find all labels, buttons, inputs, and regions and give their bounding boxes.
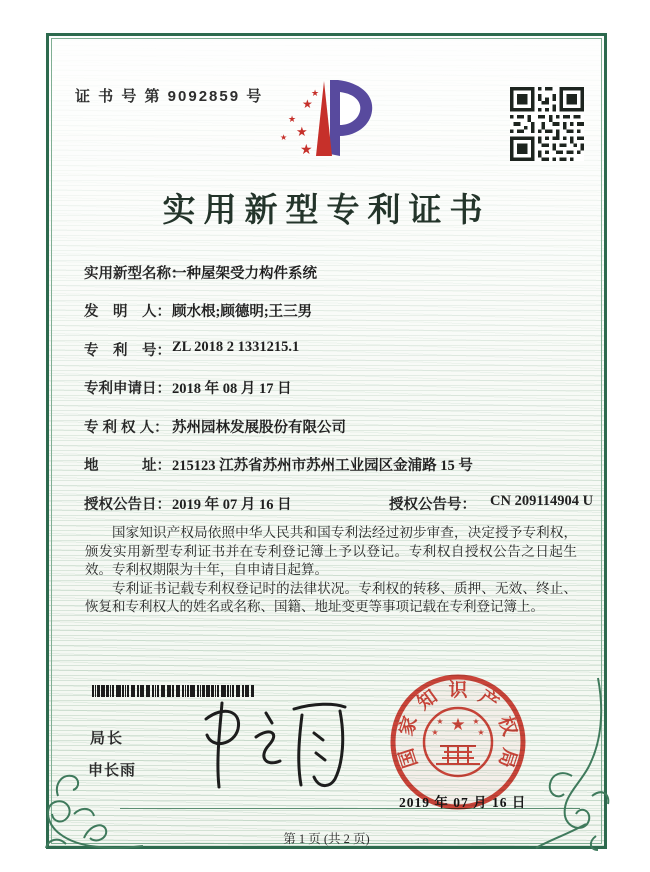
- seal-char: 产: [474, 686, 503, 715]
- field-label: 专 利 权 人：: [84, 420, 169, 436]
- field-value: 苏州园林发展股份有限公司: [172, 420, 346, 436]
- legal-text-block: [85, 524, 577, 617]
- svg-text:★: ★: [288, 114, 297, 124]
- field-value: 215123 江苏省苏州市苏州工业园区金浦路 15 号: [172, 458, 473, 474]
- legal-paragraph-2: 专利证书记载专利权登记时的法律状况。专利权的转移、质押、无效、终止、恢复和专利权人的姓名或名称、国籍、地址变更等事项记载在专利登记簿上。: [85, 580, 577, 615]
- field-label: 实用新型名称：: [84, 266, 186, 282]
- grant-pub-no-value: CN 209114904 U: [490, 493, 594, 509]
- field-value: ZL 2018 2 1331215.1: [172, 339, 300, 355]
- field-row-name: [84, 262, 317, 283]
- seal-char: 知: [413, 686, 442, 715]
- field-value: 2018 年 08 月 17 日: [172, 381, 292, 397]
- field-row-inventors: [84, 300, 313, 321]
- commissioner-signature: [196, 693, 348, 795]
- field-value: 2019 年 07 月 16 日: [172, 497, 292, 513]
- svg-text:★: ★: [311, 88, 320, 98]
- flourish-ornament-bottom-right: [532, 676, 612, 852]
- commissioner-title: 局长: [90, 730, 125, 747]
- svg-text:★: ★: [450, 715, 466, 734]
- field-label: 专 利 号：: [84, 343, 171, 359]
- svg-text:★: ★: [431, 728, 439, 737]
- seal-char: 家: [396, 713, 422, 739]
- seal-char: 局: [494, 745, 520, 771]
- field-label: 发 明 人：: [84, 304, 171, 320]
- field-value: 顾水根;顾德明;王三男: [172, 304, 313, 320]
- field-label: 授权公告日：: [84, 497, 171, 513]
- cnipa-logo-icon: [278, 78, 378, 160]
- field-row-address: [84, 454, 473, 475]
- field-row-patent-no: [84, 339, 300, 360]
- svg-text:★: ★: [472, 717, 480, 726]
- svg-text:★: ★: [302, 97, 313, 111]
- field-row-filing-date: [84, 377, 292, 398]
- qr-code: [510, 87, 584, 161]
- seal-date: 2019 年 07 月 16 日: [399, 795, 527, 810]
- svg-text:★: ★: [477, 728, 485, 737]
- svg-text:★: ★: [280, 133, 288, 142]
- seal-char: 权: [494, 713, 520, 739]
- grant-pub-no-label: 授权公告号：: [389, 497, 476, 513]
- field-row-patentee: [84, 416, 346, 437]
- seal-char: 识: [448, 680, 468, 701]
- svg-text:★: ★: [296, 124, 308, 139]
- certificate-title: 实用新型专利证书: [162, 193, 491, 229]
- page-number-footer: 第 1 页 (共 2 页): [283, 832, 370, 846]
- seal-char: 国: [396, 745, 422, 771]
- certificate-number: 证 书 号 第 9092859 号: [75, 88, 264, 105]
- svg-text:★: ★: [436, 717, 444, 726]
- field-row-grant-date: [84, 493, 594, 514]
- svg-text:★: ★: [300, 141, 313, 157]
- legal-paragraph-1: 国家知识产权局依照中华人民共和国专利法经过初步审查，决定授予专利权，颁发实用新型专利证书并在专利登记簿上予以登记。专利权自授权公告之日起生效。专利权期限为十年，自申请日起算。: [85, 525, 577, 578]
- field-label: 地 址：: [84, 458, 171, 474]
- field-label: 专利申请日：: [84, 381, 171, 397]
- field-value: 一种屋架受力构件系统: [172, 266, 317, 282]
- commissioner-name: 申长雨: [88, 762, 137, 779]
